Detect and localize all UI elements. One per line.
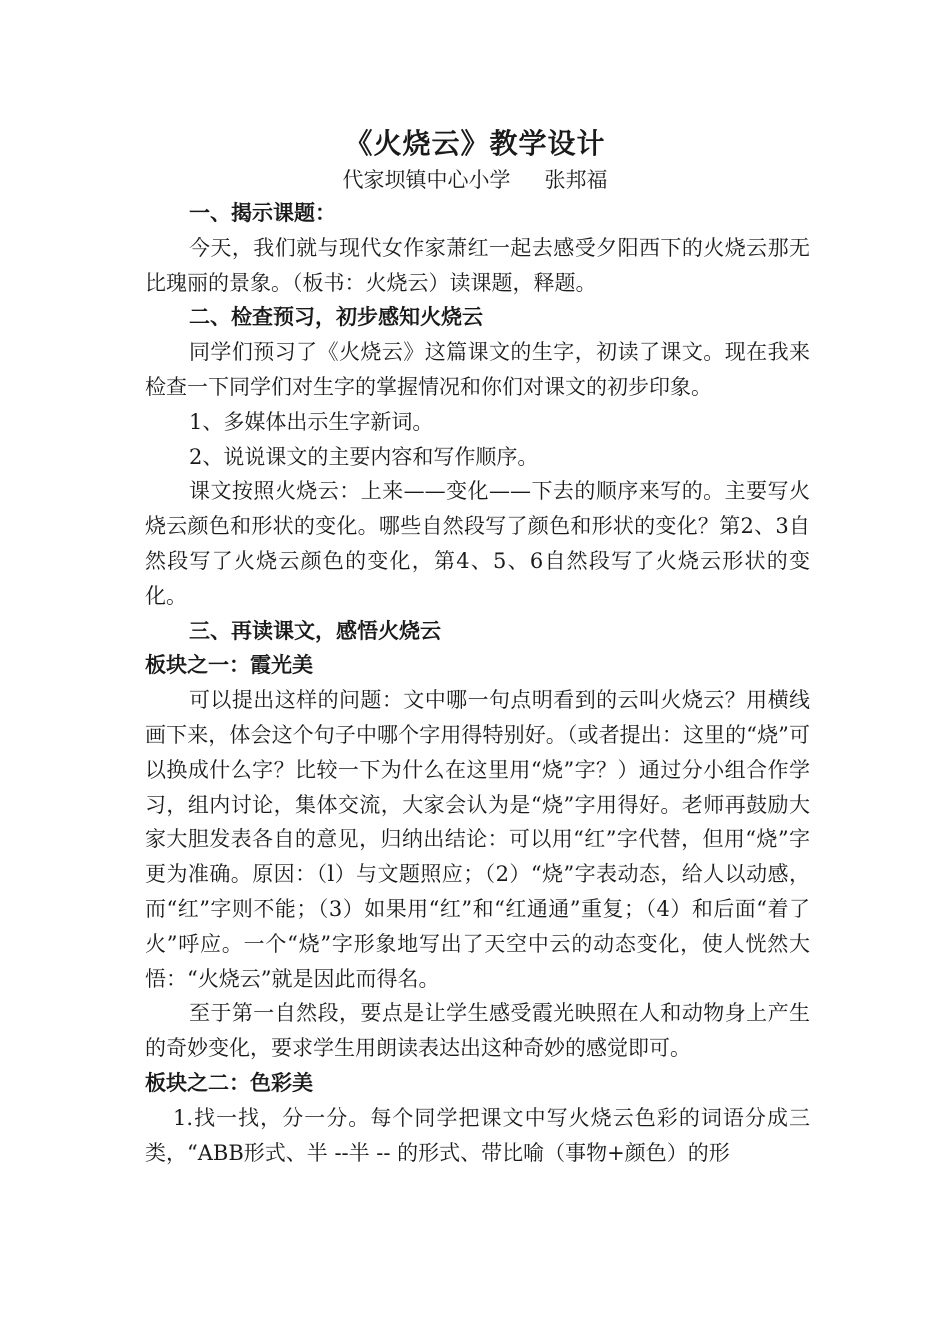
section-heading-1: 一、揭示课题： (189, 200, 336, 225)
block-heading-1: 板块之一：霞光美 (145, 652, 313, 678)
document-title: 《火烧云》教学设计 (344, 127, 606, 160)
paragraph: 课文按照火烧云：上来——变化——下去的顺序来写的。主要写火烧云颜色和形状的变化。哪些自然段写了颜色和形状的变化？第2、3自然段写了火烧云颜色的变化，第4、5、6自然段写了火烧云形状的变化。 (145, 479, 810, 608)
paragraph: 2、说说课文的主要内容和写作顺序。 (189, 444, 539, 469)
section-heading-2: 二、检查预习，初步感知火烧云 (189, 304, 483, 330)
paragraph: 1.找一找，分一分。每个同学把课文中写火烧云色彩的词语分成三类，“ABB形式、半 --半 -- 的形式、带比喻（事物+颜色）的形 (145, 1105, 810, 1165)
author-name: 张邦福 (544, 168, 608, 192)
paragraph: 至于第一自然段，要点是让学生感受霞光映照在人和动物身上产生的奇妙变化，要求学生用朗读表达出这种奇妙的感觉即可。 (145, 1001, 810, 1061)
document-body (145, 196, 810, 1170)
author-line (0, 163, 950, 197)
author-school: 代家坝镇中心小学 (342, 168, 511, 192)
paragraph: 可以提出这样的问题：文中哪一句点明看到的云叫火烧云？用横线画下来，体会这个句子中哪个字用得特别好。（或者提出：这里的“烧”可以换成什么字？比较一下为什么在这里用“烧”字？）通过分小组合作学习，组内讨论，集体交流，大家会认为是“烧”字用得好。老师再鼓励大家大胆发表各自的意见，归纳出结论：可以用“红”字代替，但用“烧”字更为准确。原因：（l）与文题照应；（2）“烧”字表动态，给人以动感，而“红”字则不能；（3）如果用“红”和“红通通”重复；（4）和后面“着了火”呼应。一个“烧”字形象地写出了天空中云的动态变化，使人恍然大悟：“火烧云”就是因此而得名。 (145, 688, 810, 991)
paragraph: 同学们预习了《火烧云》这篇课文的生字，初读了课文。现在我来检查一下同学们对生字的掌握情况和你们对课文的初步印象。 (145, 340, 810, 399)
paragraph: 今天，我们就与现代女作家萧红一起去感受夕阳西下的火烧云那无比瑰丽的景象。（板书：火烧云）读课题，释题。 (145, 235, 810, 295)
section-heading-3: 三、再读课文，感悟火烧云 (189, 617, 441, 643)
paragraph: 1、多媒体出示生字新词。 (189, 409, 434, 434)
block-heading-2: 板块之二：色彩美 (145, 1069, 313, 1095)
